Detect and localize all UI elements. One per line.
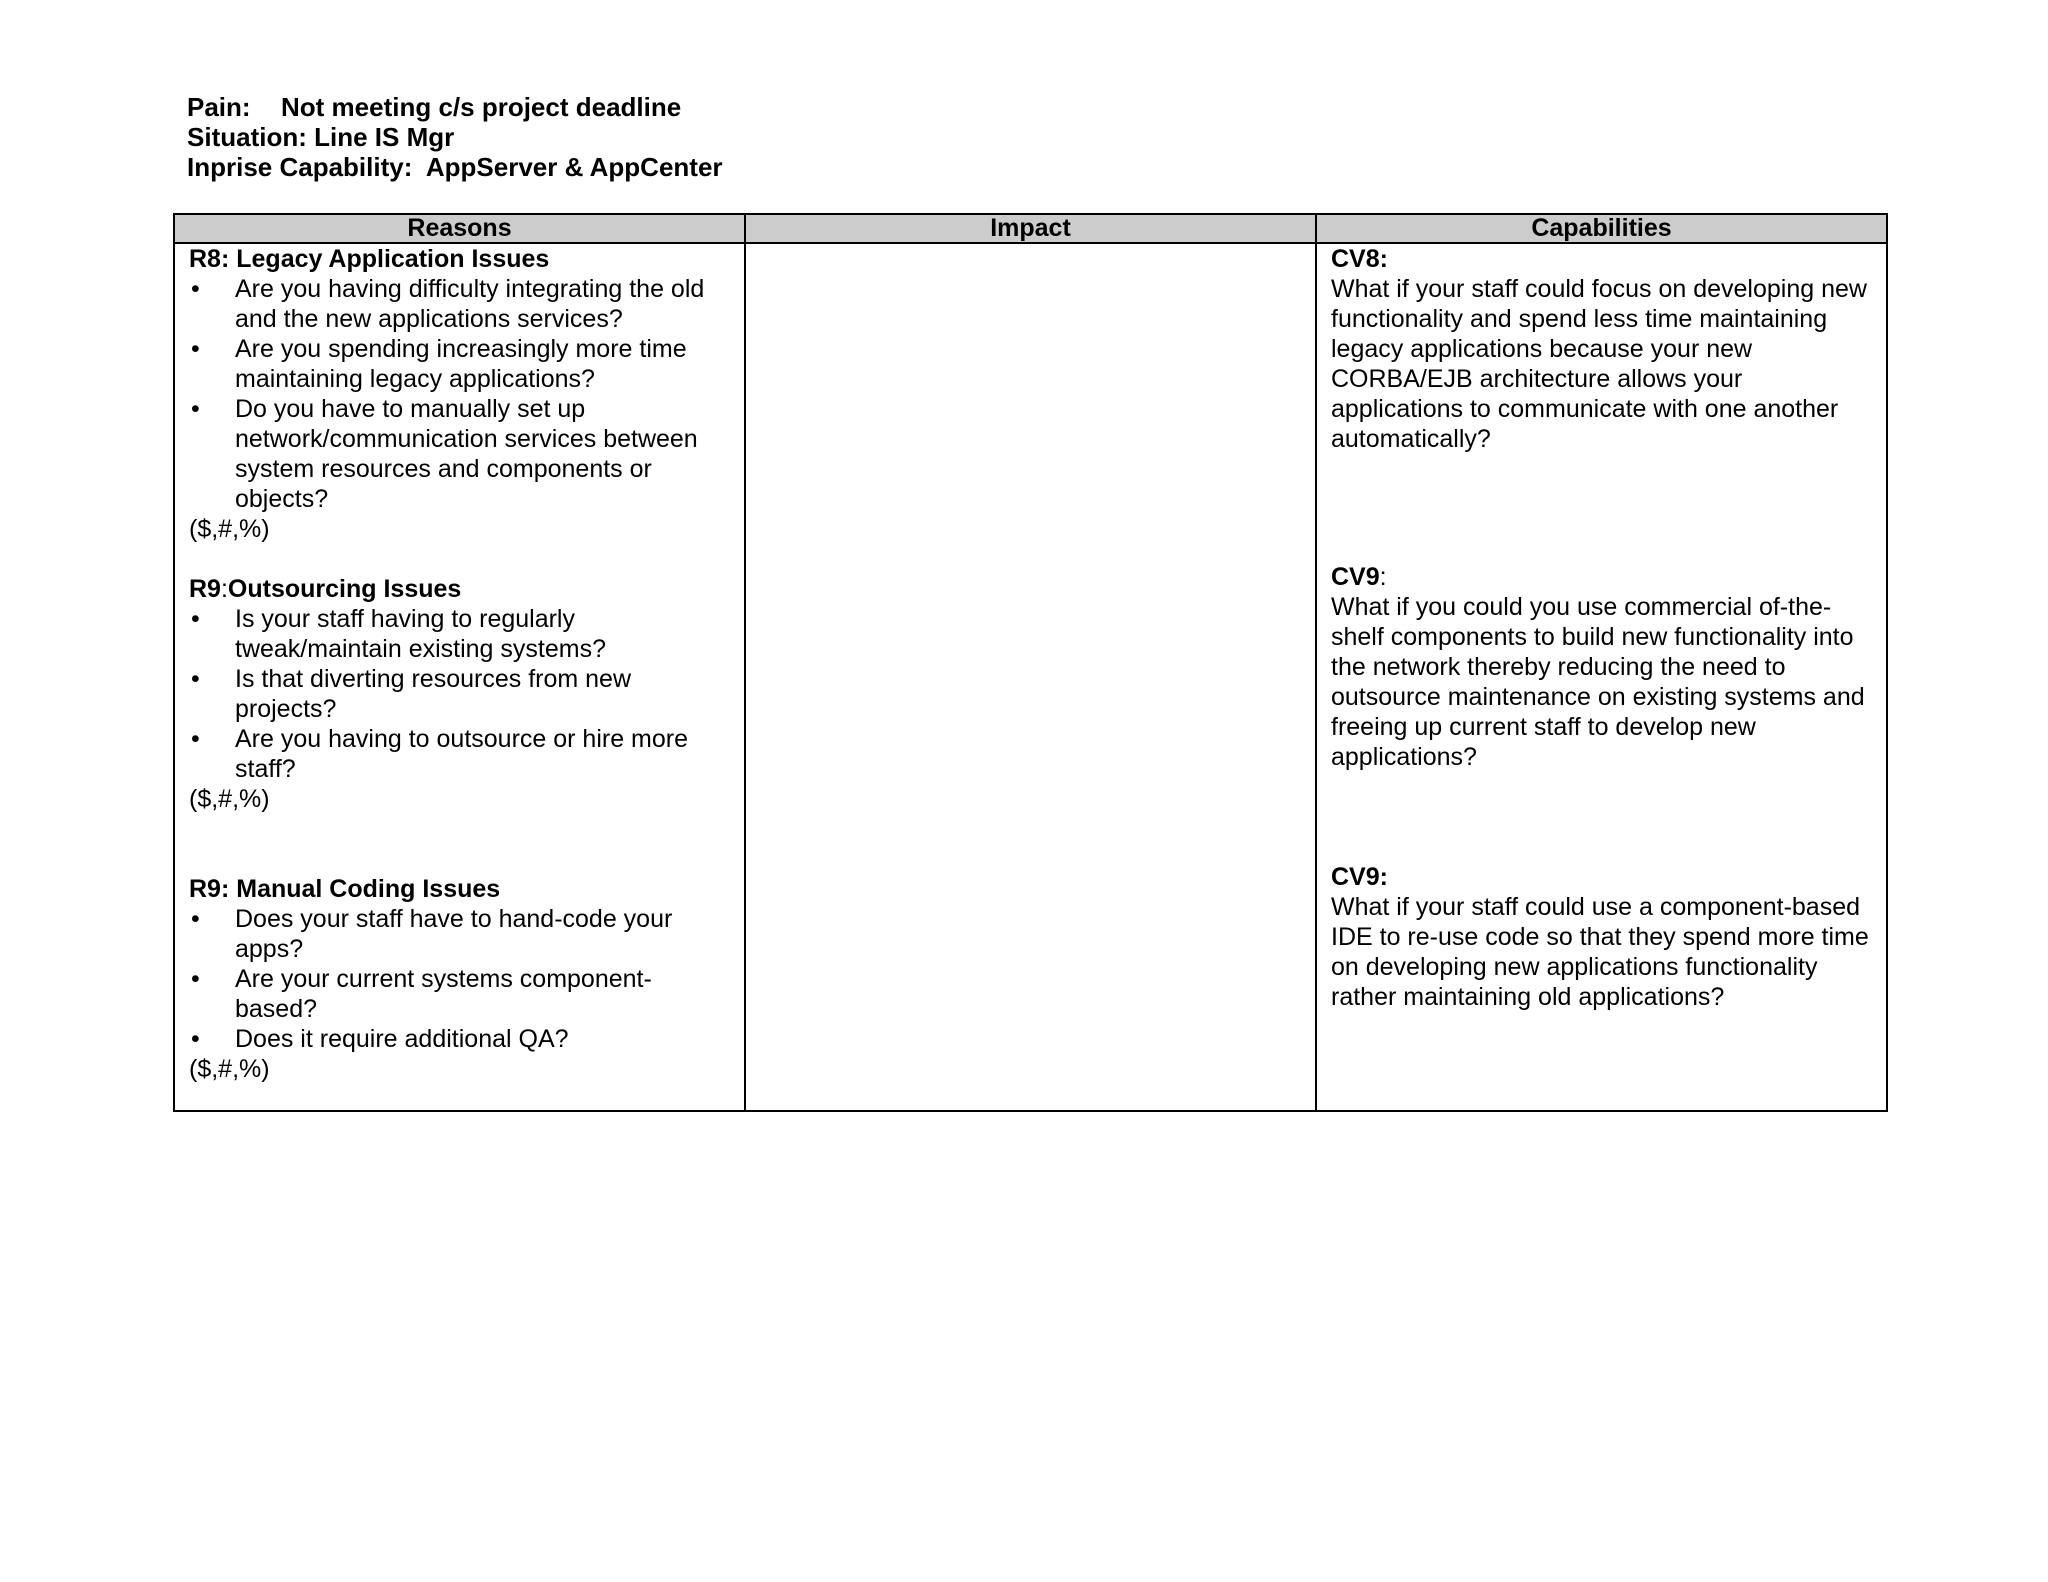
list-item: • Are you spending increasingly more time maintaining legacy applications? — [191, 335, 687, 393]
capability-title: CV9: — [1331, 863, 1388, 891]
reason-section-r9-manual-coding — [189, 874, 730, 1084]
capability-text: What if your staff could focus on developing new functionality and spend less time maintaining legacy applications because your new CORBA/EJB architecture allows your applications to communicate with one another automatically? — [1331, 275, 1867, 453]
column-header-capabilities: Capabilities — [1316, 214, 1887, 243]
pain-row — [187, 92, 723, 122]
list-item: • Is that diverting resources from new projects? — [191, 665, 631, 723]
reasons-impact-capabilities-table — [173, 213, 1888, 1112]
capability-value: AppServer & AppCenter — [425, 152, 723, 182]
reason-bullet-list — [189, 904, 730, 1054]
list-item: • Does it require additional QA? — [191, 1025, 569, 1053]
capability-section-cv8 — [1331, 244, 1872, 454]
bullet-icon: • — [191, 725, 200, 753]
table-body-row — [174, 243, 1887, 1111]
pain-value: Not meeting c/s project deadline — [281, 92, 682, 122]
reason-section-r8 — [189, 244, 730, 544]
capability-text: What if you could you use commercial of-the-shelf components to build new functionality into the network thereby reducing the need to outsource maintenance on existing systems and freeing up current staff to develop new applications? — [1331, 593, 1865, 771]
bullet-icon: • — [191, 905, 200, 933]
bullet-icon: • — [191, 1025, 200, 1053]
metric-placeholder: ($,#,%) — [189, 1055, 270, 1083]
capability-text: What if your staff could use a component-based IDE to re-use code so that they spend more time on developing new applications functionality rather maintaining old applications? — [1331, 893, 1869, 1011]
situation-label: Situation: — [187, 122, 307, 152]
capabilities-cell — [1316, 243, 1887, 1111]
column-header-impact: Impact — [745, 214, 1316, 243]
reasons-cell — [174, 243, 745, 1111]
situation-value: Line IS Mgr — [314, 122, 455, 152]
reason-section-r9-outsourcing — [189, 574, 730, 814]
capability-row — [187, 152, 723, 182]
list-item: • Is your staff having to regularly tweak/maintain existing systems? — [191, 605, 606, 663]
capability-section-cv9-outsourcing — [1331, 562, 1872, 772]
list-item: • Are you having to outsource or hire more staff? — [191, 725, 689, 783]
capability-section-cv9-manual-coding — [1331, 862, 1872, 1012]
impact-cell — [745, 243, 1316, 1111]
bullet-icon: • — [191, 665, 200, 693]
bullet-icon: • — [191, 335, 200, 363]
bullet-icon: • — [191, 605, 200, 633]
list-item: • Do you have to manually set up network/communication services between system resources and components or objects? — [191, 395, 698, 513]
table-header-row — [174, 214, 1887, 243]
reason-title: R9:Outsourcing Issues — [189, 575, 462, 603]
bullet-icon: • — [191, 275, 200, 303]
reason-bullet-list — [189, 274, 730, 514]
bullet-icon: • — [191, 395, 200, 423]
list-item: • Are you having difficulty integrating the old and the new applications services? — [191, 275, 705, 333]
document-header — [187, 92, 723, 182]
list-item: • Are your current systems component-based? — [191, 965, 652, 1023]
metric-placeholder: ($,#,%) — [189, 785, 270, 813]
reason-title: R9: Manual Coding Issues — [189, 875, 501, 903]
list-item: • Does your staff have to hand-code your apps? — [191, 905, 673, 963]
column-header-reasons: Reasons — [174, 214, 745, 243]
situation-row — [187, 122, 723, 152]
reason-bullet-list — [189, 604, 730, 784]
capability-title: CV9: — [1331, 563, 1387, 591]
capability-title: CV8: — [1331, 245, 1388, 273]
pain-label: Pain: — [187, 92, 251, 122]
capability-label: Inprise Capability: — [187, 152, 413, 182]
bullet-icon: • — [191, 965, 200, 993]
metric-placeholder: ($,#,%) — [189, 515, 270, 543]
reason-title: R8: Legacy Application Issues — [189, 245, 550, 273]
